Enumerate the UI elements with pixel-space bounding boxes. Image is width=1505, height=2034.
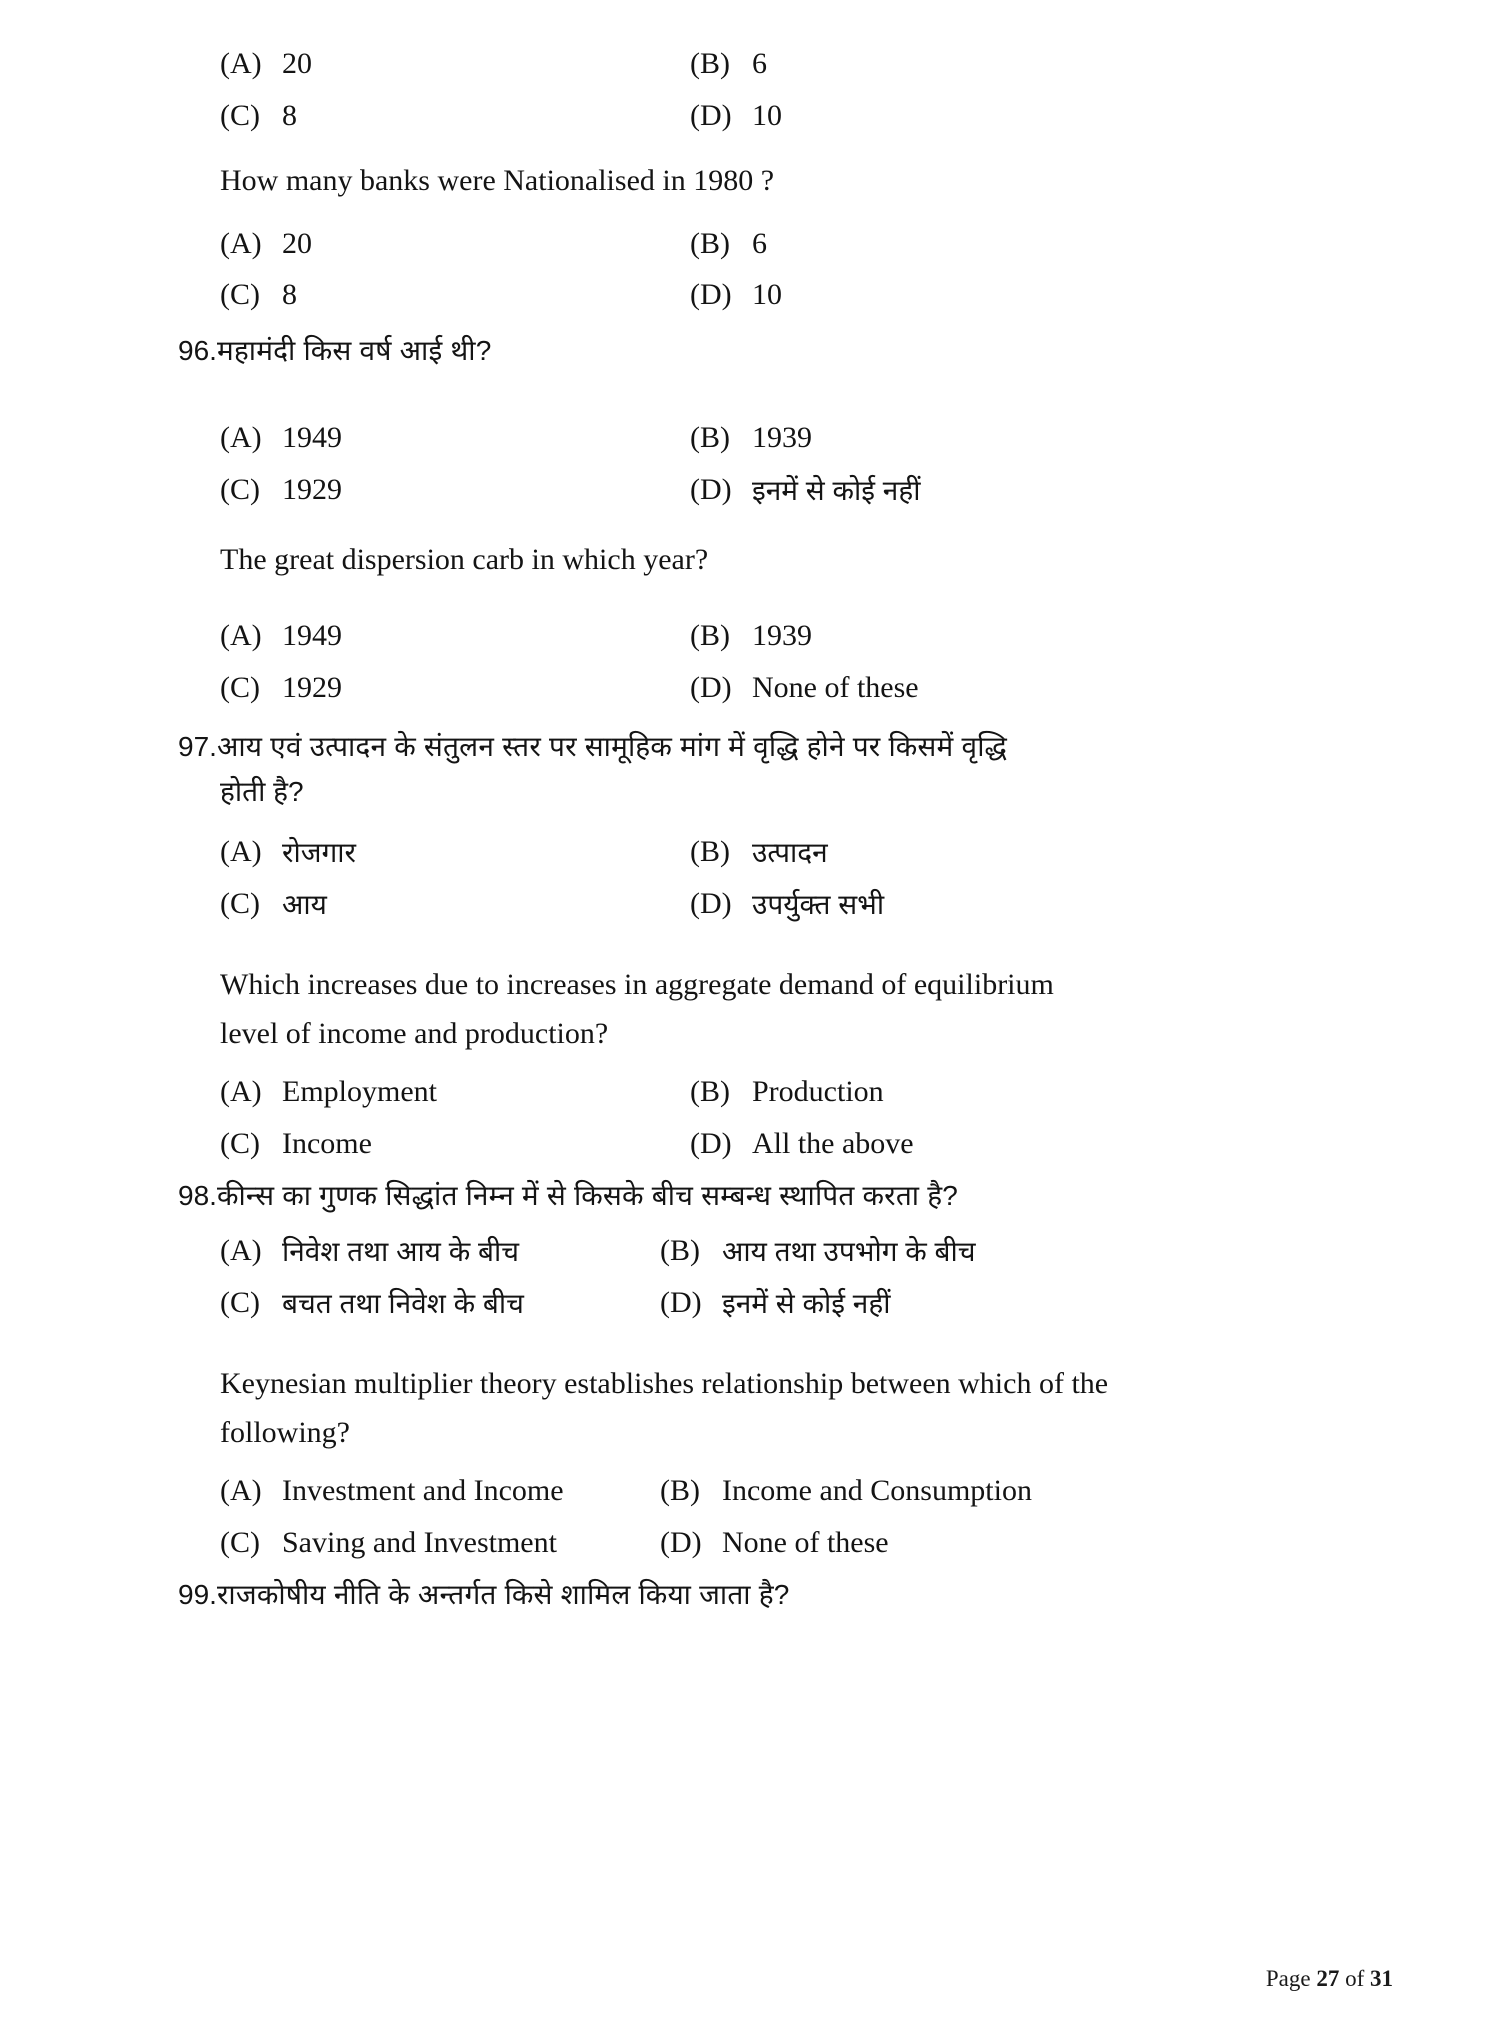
option-letter: (D) <box>690 98 732 132</box>
option-d[interactable] <box>690 878 1328 930</box>
option-text: 1929 <box>282 472 342 506</box>
option-letter: (C) <box>220 670 260 704</box>
option-letter: (A) <box>220 226 262 260</box>
option-letter: (C) <box>220 472 260 506</box>
option-letter: (A) <box>220 1234 262 1268</box>
option-text: 10 <box>752 98 782 132</box>
q95-hindi-options <box>220 38 1328 141</box>
option-text: बचत तथा निवेश के बीच <box>282 1287 524 1319</box>
option-letter: (C) <box>220 278 260 312</box>
option-text: इनमें से कोई नहीं <box>752 474 921 506</box>
option-letter: (B) <box>690 835 730 869</box>
option-text: Income and Consumption <box>722 1474 1032 1508</box>
option-b[interactable] <box>690 1066 1328 1118</box>
option-a[interactable] <box>220 1066 690 1118</box>
option-text: उपर्युक्त सभी <box>752 888 885 920</box>
option-text: Investment and Income <box>282 1474 564 1508</box>
option-letter: (C) <box>220 886 260 920</box>
question-text: कीन्स का गुणक सिद्धांत निम्न में से किसके बीच सम्बन्ध स्थापित करता है? <box>216 1179 959 1211</box>
option-letter: (B) <box>690 1075 730 1109</box>
q97-hindi-options <box>220 826 1328 929</box>
question-97-hindi <box>178 725 1328 768</box>
question-98-hindi <box>178 1174 1328 1217</box>
option-letter: (A) <box>220 835 262 869</box>
option-text: Employment <box>282 1075 437 1109</box>
option-b[interactable] <box>660 1225 1328 1277</box>
option-text: 10 <box>752 278 782 312</box>
q96-hindi-options <box>220 412 1328 515</box>
option-text: 20 <box>282 47 312 80</box>
option-c[interactable] <box>220 464 690 516</box>
question-97-hindi-line-2: होती है? <box>220 775 304 807</box>
option-c[interactable] <box>220 1517 660 1569</box>
q95-english-statement: How many banks were Nationalised in 1980 ? <box>220 164 775 198</box>
page-footer <box>1266 1966 1393 1992</box>
q98-hindi-options <box>220 1225 1328 1328</box>
question-text: महामंदी किस वर्ष आई थी? <box>216 334 492 366</box>
option-d[interactable] <box>690 662 1328 714</box>
option-text: Income <box>282 1127 372 1161</box>
footer-page-label: Page <box>1265 1966 1311 1991</box>
option-b[interactable] <box>690 412 1328 464</box>
question-number: 96. <box>178 334 217 366</box>
option-text: 1939 <box>752 619 812 653</box>
option-text: 6 <box>752 47 767 80</box>
question-number: 97. <box>178 731 217 763</box>
option-text: आय तथा उपभोग के बीच <box>722 1236 976 1268</box>
option-letter: (A) <box>220 1474 262 1508</box>
option-text: इनमें से कोई नहीं <box>722 1287 891 1319</box>
option-letter: (A) <box>220 421 262 455</box>
option-b[interactable] <box>690 218 1328 270</box>
option-letter: (D) <box>660 1526 702 1559</box>
option-letter: (C) <box>220 1526 260 1559</box>
option-letter: (D) <box>690 670 732 704</box>
option-b[interactable] <box>690 38 1328 90</box>
question-99-hindi <box>178 1573 1328 1616</box>
question-number: 99. <box>178 1578 217 1610</box>
option-a[interactable] <box>220 610 690 662</box>
option-c[interactable] <box>220 878 690 930</box>
option-d[interactable] <box>690 269 1328 321</box>
option-d[interactable] <box>660 1517 1328 1569</box>
option-text: All the above <box>752 1127 914 1161</box>
page-content <box>178 38 1328 1616</box>
option-c[interactable] <box>220 269 690 321</box>
q97-english-statement-line-2: level of income and production? <box>220 1016 609 1050</box>
option-letter: (B) <box>690 47 730 80</box>
option-b[interactable] <box>690 826 1328 878</box>
option-a[interactable] <box>220 412 690 464</box>
option-a[interactable] <box>220 826 690 878</box>
option-text: आय <box>282 888 327 920</box>
option-letter: (C) <box>220 1285 260 1319</box>
option-text: 1929 <box>282 670 342 704</box>
option-letter: (B) <box>660 1474 700 1508</box>
option-letter: (B) <box>660 1234 700 1268</box>
option-c[interactable] <box>220 1118 690 1170</box>
option-a[interactable] <box>220 1225 660 1277</box>
option-letter: (A) <box>220 47 262 80</box>
option-letter: (B) <box>690 619 730 653</box>
option-text: 8 <box>282 98 297 132</box>
option-text: 6 <box>752 226 767 260</box>
question-number: 98. <box>178 1179 217 1211</box>
option-text: None of these <box>752 670 919 704</box>
question-text: राजकोषीय नीति के अन्तर्गत किसे शामिल किया जाता है? <box>216 1578 790 1610</box>
option-letter: (B) <box>690 226 730 260</box>
option-letter: (D) <box>660 1285 702 1319</box>
option-text: 8 <box>282 278 297 312</box>
question-text-line-1: आय एवं उत्पादन के संतुलन स्तर पर सामूहिक मांग में वृद्धि होने पर किसमें वृद्धि <box>216 731 1008 763</box>
option-text: 20 <box>282 226 312 260</box>
footer-total-pages: 31 <box>1370 1966 1393 1991</box>
footer-of-label: of <box>1345 1966 1365 1991</box>
option-a[interactable] <box>220 1465 660 1517</box>
option-text: रोजगार <box>282 837 356 869</box>
option-d[interactable] <box>660 1277 1328 1329</box>
option-d[interactable] <box>690 90 1328 142</box>
q98-english-options <box>220 1465 1328 1568</box>
option-c[interactable] <box>220 662 690 714</box>
option-letter: (A) <box>220 619 262 653</box>
option-c[interactable] <box>220 90 690 142</box>
option-text: 1949 <box>282 421 342 455</box>
option-letter: (D) <box>690 472 732 506</box>
q96-english-statement: The great dispersion carb in which year? <box>220 542 709 576</box>
option-letter: (D) <box>690 1127 732 1161</box>
option-text: उत्पादन <box>752 837 828 869</box>
option-d[interactable] <box>690 464 1328 516</box>
option-d[interactable] <box>690 1118 1328 1170</box>
option-letter: (B) <box>690 421 730 455</box>
option-b[interactable] <box>660 1465 1328 1517</box>
option-b[interactable] <box>690 610 1328 662</box>
option-letter: (C) <box>220 1127 260 1161</box>
q98-english-statement-line-1: Keynesian multiplier theory establishes relationship between which of the <box>220 1367 1109 1401</box>
option-a[interactable] <box>220 218 690 270</box>
option-text: Saving and Investment <box>282 1526 557 1559</box>
q95-english-options <box>220 218 1328 321</box>
option-letter: (C) <box>220 98 260 132</box>
option-text: 1939 <box>752 421 812 455</box>
option-text: निवेश तथा आय के बीच <box>282 1236 520 1268</box>
question-96-hindi <box>178 329 1328 372</box>
option-letter: (D) <box>690 278 732 312</box>
option-letter: (D) <box>690 886 732 920</box>
option-text: None of these <box>722 1526 889 1559</box>
option-letter: (A) <box>220 1075 262 1109</box>
option-a[interactable] <box>220 38 690 90</box>
q97-english-statement-line-1: Which increases due to increases in aggregate demand of equilibrium <box>220 968 1054 1002</box>
q96-english-options <box>220 610 1328 713</box>
option-c[interactable] <box>220 1277 660 1329</box>
option-text: 1949 <box>282 619 342 653</box>
footer-page-number: 27 <box>1316 1966 1340 1991</box>
option-text: Production <box>752 1075 884 1109</box>
q97-english-options <box>220 1066 1328 1169</box>
q98-english-statement-line-2: following? <box>220 1415 350 1449</box>
